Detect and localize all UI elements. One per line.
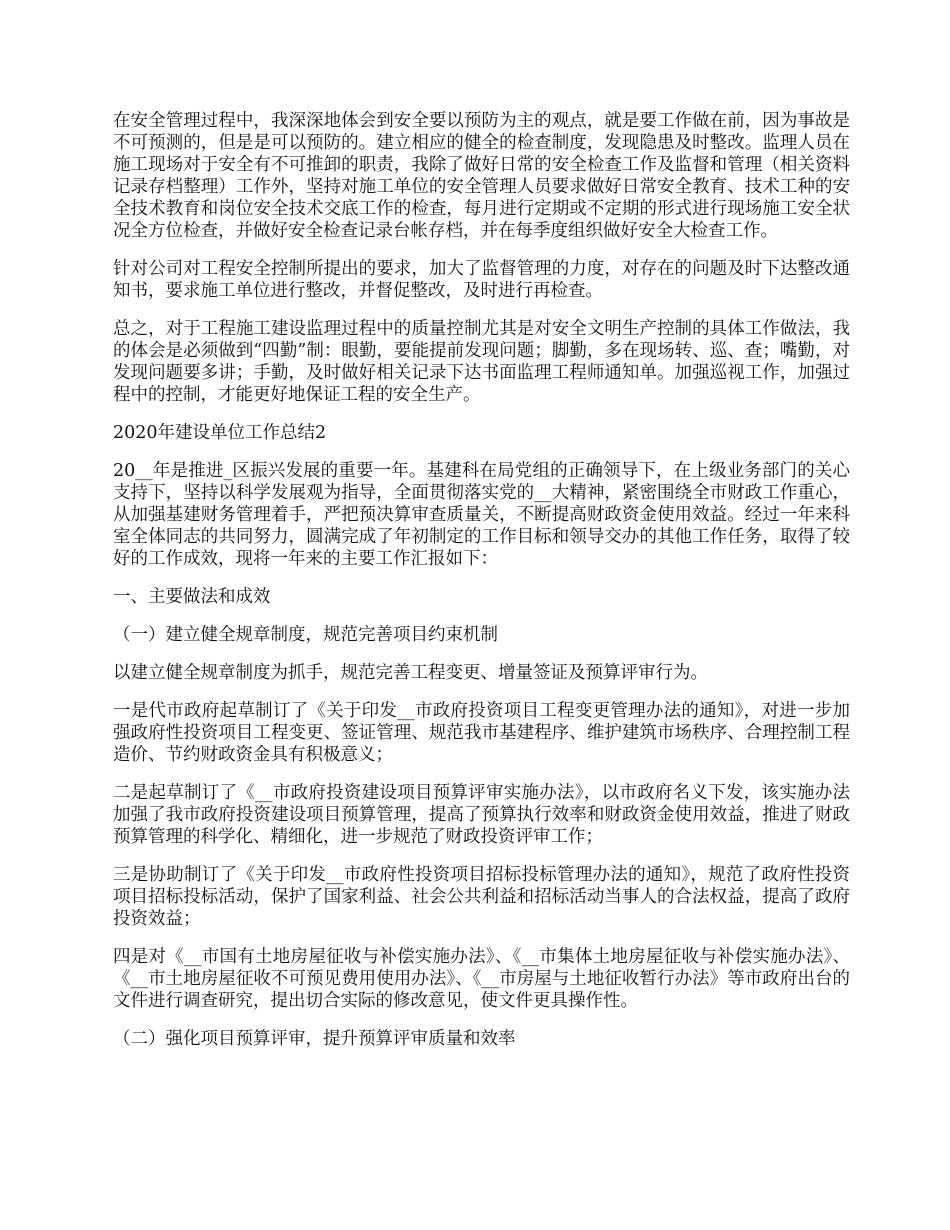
paragraph-item-four: 四是对《__市国有土地房屋征收与补偿实施办法》、《__市集体土地房屋征收与补偿实施办法》、《__市土地房屋征收不可预见费用使用办法》、《__市房屋与土地征收暂行办法》等市政府出台的文件进行调查研究，提出切合实际的修改意见，使文件更具操作性。 xyxy=(113,947,850,1011)
paragraph-item-one: 一是代市政府起草制订了《关于印发__市政府投资项目工程变更管理办法的通知》，对进一步加强政府性投资项目工程变更、签证管理、规范我市基建程序、维护建筑市场秩序、合理控制工程造价、节约财政资金具有积极意义； xyxy=(113,701,850,765)
paragraph-rectification-notice: 针对公司对工程安全控制所提出的要求，加大了监督管理的力度，对存在的问题及时下达整改通知书，要求施工单位进行整改，并督促整改，及时进行再检查。 xyxy=(113,259,850,301)
section-title: 2020年建设单位工作总结2 xyxy=(113,423,327,443)
paragraph-item-two: 二是起草制订了《__市政府投资建设项目预算评审实施办法》，以市政府名义下发，该实施办法加强了我市政府投资建设项目预算管理，提高了预算执行效率和财政资金使用效益，推进了财政预算管理的科学化、精细化，进一步规范了财政投资评审工作； xyxy=(113,783,850,847)
document-body xyxy=(113,110,850,1066)
paragraph-annual-overview: 20__年是推进_区振兴发展的重要一年。基建科在局党组的正确领导下，在上级业务部门的关心支持下，坚持以科学发展观为指导，全面贯彻落实党的__大精神，紧密围绕全市财政工作重心，从加强基建财务管理着手，严把预决算审查质量关，不断提高财政资金使用效益。经过一年来科室全体同志的共同努力，圆满完成了年初制定的工作目标和领导交办的其他工作任务，取得了较好的工作成效，现将一年来的主要工作汇报如下： xyxy=(113,461,850,569)
subheading-budget-review: （二）强化项目预算评审，提升预算评审质量和效率 xyxy=(113,1029,516,1049)
paragraph-safety-management: 在安全管理过程中，我深深地体会到安全要以预防为主的观点，就是要工作做在前，因为事故是不可预测的，但是是可以预防的。建立相应的健全的检查制度，发现隐患及时整改。监理人员在施工现场对于安全有不可推卸的职责，我除了做好日常的安全检查工作及监督和管理（相关资料记录存档整理）工作外，坚持对施工单位的安全管理人员要求做好日常安全教育、技术工种的安全技术教育和岗位安全技术交底工作的检查，每月进行定期或不定期的形式进行现场施工安全状况全方位检查，并做好安全检查记录台帐存档，并在每季度组织做好安全大检查工作。 xyxy=(113,111,850,241)
paragraph-four-diligences: 总之，对于工程施工建设监理过程中的质量控制尤其是对安全文明生产控制的具体工作做法，我的体会是必须做到“四勤”制：眼勤，要能提前发现问题；脚勤，多在现场转、巡、查；嘴勤，对发现问题要多讲；手勤，及时做好相关记录下达书面监理工程师通知单。加强巡视工作，加强过程中的控制，才能更好地保证工程的安全生产。 xyxy=(113,319,850,405)
heading-main-practices: 一、主要做法和成效 xyxy=(113,587,271,607)
paragraph-item-three: 三是协助制订了《关于印发__市政府性投资项目招标投标管理办法的通知》，规范了政府性投资项目招标投标活动，保护了国家利益、社会公共利益和招标活动当事人的合法权益，提高了政府投资效益； xyxy=(113,865,850,929)
paragraph-regulation-intro: 以建立健全规章制度为抓手，规范完善工程变更、增量签证及预算评审行为。 xyxy=(113,663,708,683)
subheading-regulations: （一）建立健全规章制度，规范完善项目约束机制 xyxy=(113,625,498,645)
